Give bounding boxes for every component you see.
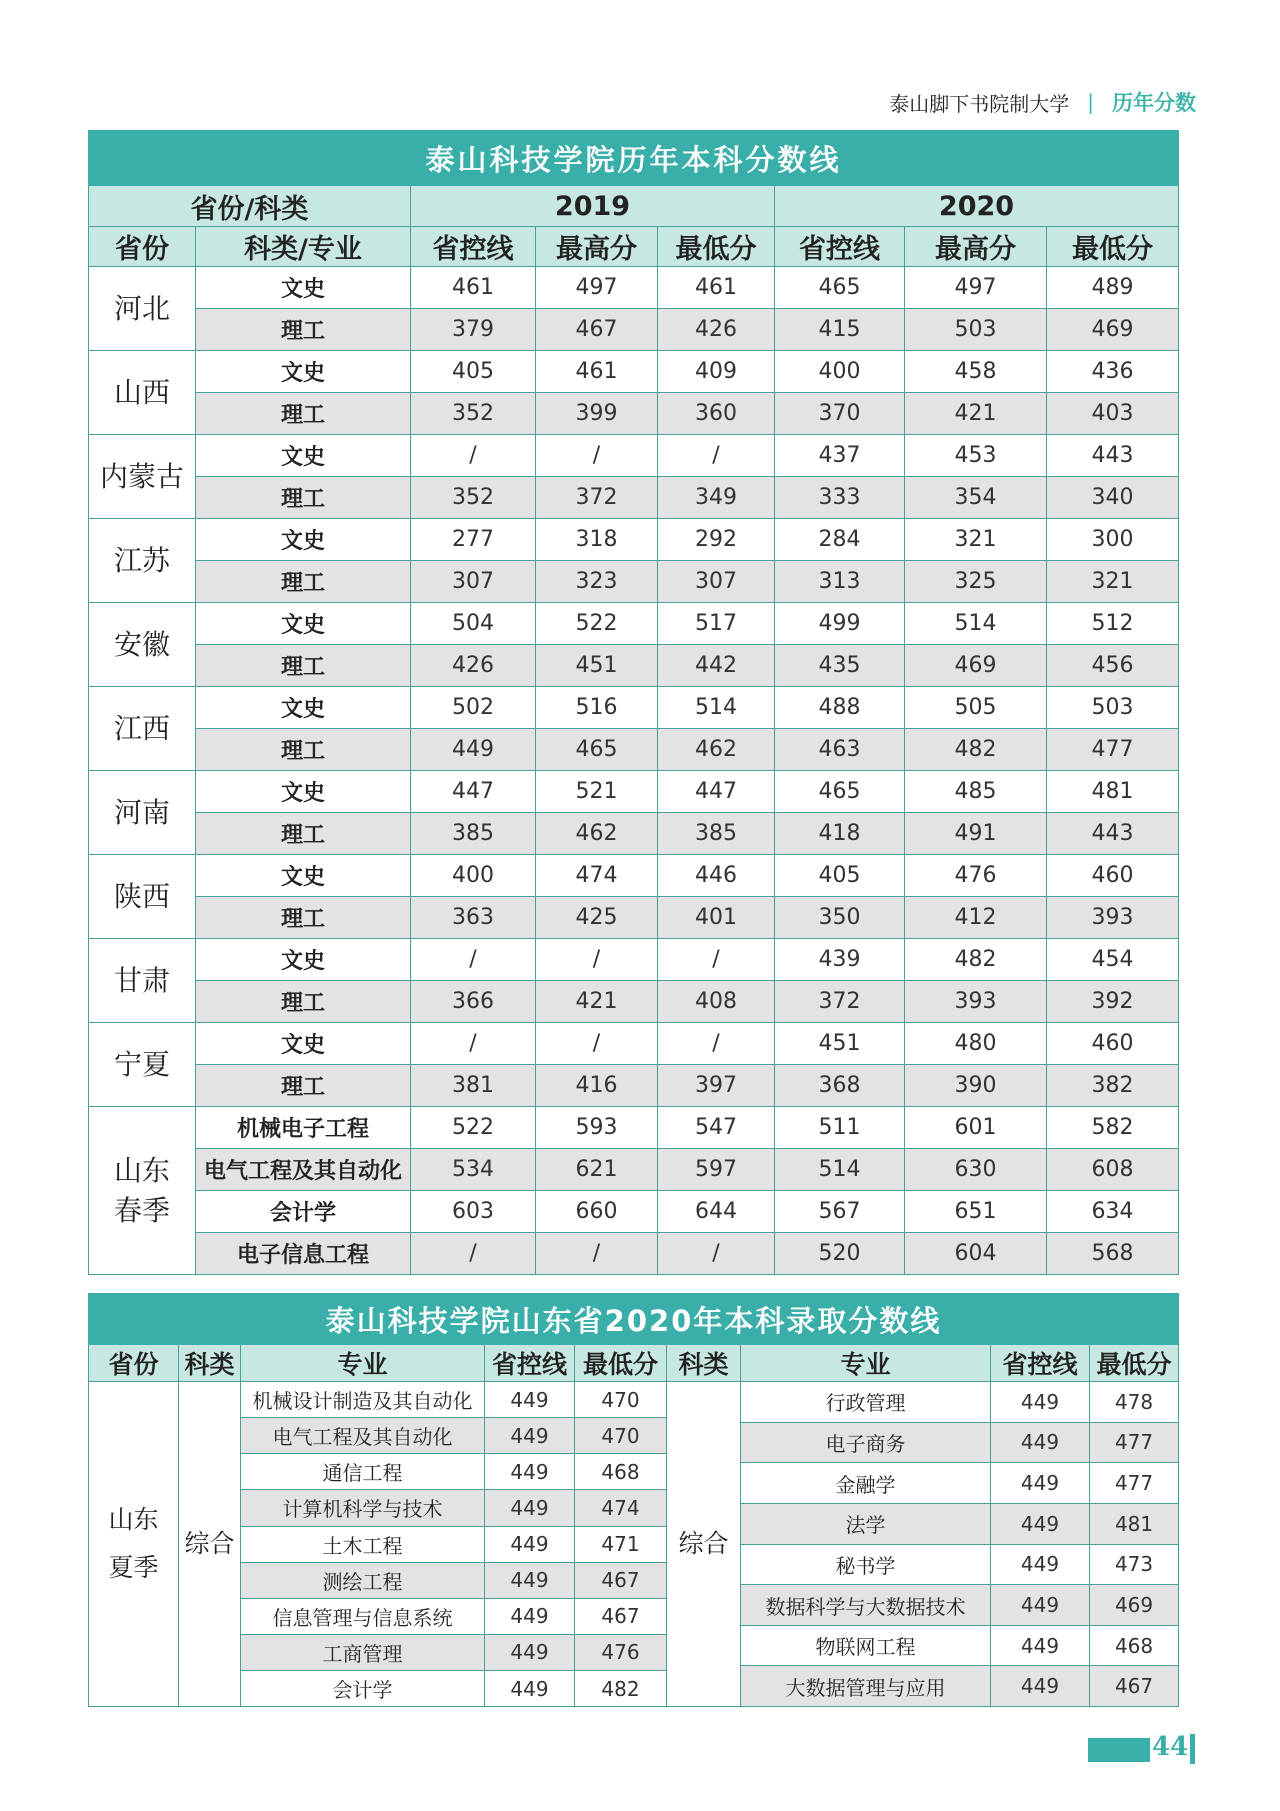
score-cell: 482 — [905, 939, 1047, 981]
score-cell: / — [411, 939, 536, 981]
score-cell: 499 — [775, 603, 905, 645]
score-cell: 405 — [411, 351, 536, 393]
category-cell: 文史 — [196, 771, 411, 813]
table-row — [89, 435, 1179, 477]
control-line-cell: 449 — [485, 1562, 575, 1598]
major-cell: 金融学 — [741, 1463, 991, 1504]
category-cell: 文史 — [196, 519, 411, 561]
province-cell: 山东 夏季 — [89, 1382, 179, 1707]
score-cell: 621 — [536, 1149, 658, 1191]
score-cell: 461 — [411, 267, 536, 309]
score-cell: 340 — [1047, 477, 1179, 519]
score-cell: 321 — [905, 519, 1047, 561]
score-cell: 568 — [1047, 1233, 1179, 1275]
score-cell: 497 — [536, 267, 658, 309]
table-row — [89, 519, 1179, 561]
score-cell: 451 — [775, 1023, 905, 1065]
score-cell: 408 — [658, 981, 775, 1023]
control-line-cell: 449 — [485, 1526, 575, 1562]
score-cell: 514 — [775, 1149, 905, 1191]
score-cell: 460 — [1047, 855, 1179, 897]
category-cell: 理工 — [196, 393, 411, 435]
col-category: 科类 — [667, 1345, 741, 1382]
score-cell: 292 — [658, 519, 775, 561]
score-cell: 485 — [905, 771, 1047, 813]
score-cell: 379 — [411, 309, 536, 351]
score-cell: 403 — [1047, 393, 1179, 435]
score-cell: 462 — [658, 729, 775, 771]
score-cell: 505 — [905, 687, 1047, 729]
score-cell: 350 — [775, 897, 905, 939]
major-cell: 数据科学与大数据技术 — [741, 1585, 991, 1626]
province-cell: 陕西 — [89, 855, 196, 939]
score-cell: 352 — [411, 393, 536, 435]
category-cell: 理工 — [196, 477, 411, 519]
score-cell: / — [411, 435, 536, 477]
footer-bar — [1088, 1738, 1150, 1762]
major-cell: 机械设计制造及其自动化 — [241, 1382, 485, 1418]
col-min: 最低分 — [658, 227, 775, 267]
control-line-cell: 449 — [485, 1598, 575, 1634]
score-cell: 325 — [905, 561, 1047, 603]
score-cell: / — [658, 1233, 775, 1275]
category-cell: 综合 — [667, 1382, 741, 1707]
col-min: 最低分 — [1047, 227, 1179, 267]
group-header: 省份/科类 — [89, 186, 411, 227]
category-cell: 会计学 — [196, 1191, 411, 1233]
page-header — [889, 86, 1196, 118]
score-cell: 460 — [1047, 1023, 1179, 1065]
score-cell: 601 — [905, 1107, 1047, 1149]
score-cell: 644 — [658, 1191, 775, 1233]
score-cell: 491 — [905, 813, 1047, 855]
score-cell: 449 — [411, 729, 536, 771]
col-max: 最高分 — [536, 227, 658, 267]
category-cell: 机械电子工程 — [196, 1107, 411, 1149]
score-cell: 482 — [905, 729, 1047, 771]
table-row — [89, 1382, 1179, 1387]
score-cell: 503 — [1047, 687, 1179, 729]
category-cell: 文史 — [196, 435, 411, 477]
score-cell: 370 — [775, 393, 905, 435]
score-cell: 480 — [905, 1023, 1047, 1065]
score-cell: 443 — [1047, 435, 1179, 477]
score-cell: 593 — [536, 1107, 658, 1149]
score-cell: 372 — [536, 477, 658, 519]
score-cell: 534 — [411, 1149, 536, 1191]
table-row — [89, 1191, 1179, 1233]
score-cell: 516 — [536, 687, 658, 729]
score-cell: 372 — [775, 981, 905, 1023]
year-header-2019: 2019 — [411, 186, 775, 227]
table-row — [89, 351, 1179, 393]
score-cell: 360 — [658, 393, 775, 435]
score-cell: 462 — [536, 813, 658, 855]
min-score-cell: 476 — [575, 1634, 667, 1670]
score-cell: 597 — [658, 1149, 775, 1191]
col-control-line: 省控线 — [485, 1345, 575, 1382]
score-cell: 399 — [536, 393, 658, 435]
major-cell: 测绘工程 — [241, 1562, 485, 1598]
score-cell: 461 — [658, 267, 775, 309]
score-cell: 409 — [658, 351, 775, 393]
table1-title: 泰山科技学院历年本科分数线 — [89, 131, 1179, 186]
score-cell: 421 — [905, 393, 1047, 435]
page-number: 44 — [1152, 1732, 1189, 1762]
min-score-cell: 474 — [575, 1490, 667, 1526]
score-cell: 511 — [775, 1107, 905, 1149]
score-cell: / — [536, 1023, 658, 1065]
score-cell: 442 — [658, 645, 775, 687]
col-max: 最高分 — [905, 227, 1047, 267]
category-cell: 综合 — [179, 1382, 241, 1707]
province-cell: 山西 — [89, 351, 196, 435]
score-cell: 382 — [1047, 1065, 1179, 1107]
score-cell: 425 — [536, 897, 658, 939]
province-cell: 甘肃 — [89, 939, 196, 1023]
year-header-2020: 2020 — [775, 186, 1179, 227]
category-cell: 理工 — [196, 1065, 411, 1107]
col-province: 省份 — [89, 1345, 179, 1382]
score-cell: 418 — [775, 813, 905, 855]
category-cell: 理工 — [196, 645, 411, 687]
min-score-cell: 477 — [1090, 1463, 1179, 1504]
score-cell: 390 — [905, 1065, 1047, 1107]
major-cell: 物联网工程 — [741, 1625, 991, 1666]
major-cell: 通信工程 — [241, 1454, 485, 1490]
score-cell: 651 — [905, 1191, 1047, 1233]
control-line-cell: 449 — [991, 1422, 1090, 1463]
min-score-cell: 478 — [1090, 1382, 1179, 1423]
major-cell: 电气工程及其自动化 — [241, 1418, 485, 1454]
category-cell: 文史 — [196, 939, 411, 981]
score-cell: 318 — [536, 519, 658, 561]
min-score-cell: 473 — [1090, 1544, 1179, 1585]
score-cell: 421 — [536, 981, 658, 1023]
table-row — [89, 561, 1179, 603]
score-cell: / — [536, 939, 658, 981]
score-cell: 469 — [905, 645, 1047, 687]
table-row — [89, 1023, 1179, 1065]
score-cell: 474 — [536, 855, 658, 897]
score-cell: 439 — [775, 939, 905, 981]
category-cell: 文史 — [196, 603, 411, 645]
table-row — [89, 939, 1179, 981]
control-line-cell: 449 — [991, 1666, 1090, 1707]
col-control-line: 省控线 — [991, 1345, 1090, 1382]
score-cell: 385 — [411, 813, 536, 855]
footer-line — [1190, 1734, 1195, 1764]
control-line-cell: 449 — [485, 1418, 575, 1454]
score-cell: 321 — [1047, 561, 1179, 603]
score-cell: 323 — [536, 561, 658, 603]
score-cell: 456 — [1047, 645, 1179, 687]
score-cell: 514 — [658, 687, 775, 729]
score-cell: 465 — [775, 267, 905, 309]
score-cell: 400 — [411, 855, 536, 897]
score-cell: 512 — [1047, 603, 1179, 645]
category-cell: 文史 — [196, 267, 411, 309]
score-cell: 354 — [905, 477, 1047, 519]
score-cell: 363 — [411, 897, 536, 939]
score-cell: 603 — [411, 1191, 536, 1233]
score-cell: 446 — [658, 855, 775, 897]
table-row — [89, 309, 1179, 351]
col-control-line: 省控线 — [775, 227, 905, 267]
control-line-cell: 449 — [991, 1585, 1090, 1626]
control-line-cell: 449 — [485, 1490, 575, 1526]
major-cell: 大数据管理与应用 — [741, 1666, 991, 1707]
col-major: 专业 — [741, 1345, 991, 1382]
shandong-2020-scores-table — [88, 1293, 1179, 1707]
score-cell: 503 — [905, 309, 1047, 351]
score-cell: 660 — [536, 1191, 658, 1233]
control-line-cell: 449 — [485, 1671, 575, 1707]
score-cell: 416 — [536, 1065, 658, 1107]
min-score-cell: 468 — [1090, 1625, 1179, 1666]
table-row — [89, 1065, 1179, 1107]
category-cell: 电气工程及其自动化 — [196, 1149, 411, 1191]
score-cell: 458 — [905, 351, 1047, 393]
min-score-cell: 467 — [575, 1598, 667, 1634]
score-cell: 447 — [658, 771, 775, 813]
major-cell: 计算机科学与技术 — [241, 1490, 485, 1526]
control-line-cell: 449 — [991, 1625, 1090, 1666]
table-row — [89, 981, 1179, 1023]
score-cell: 465 — [775, 771, 905, 813]
score-cell: / — [536, 1233, 658, 1275]
province-cell: 山东 春季 — [89, 1107, 196, 1275]
table-row — [89, 1233, 1179, 1275]
score-cell: 333 — [775, 477, 905, 519]
score-cell: 368 — [775, 1065, 905, 1107]
score-cell: 284 — [775, 519, 905, 561]
control-line-cell: 449 — [991, 1382, 1090, 1423]
score-cell: / — [411, 1023, 536, 1065]
major-cell: 会计学 — [241, 1671, 485, 1707]
score-cell: 437 — [775, 435, 905, 477]
control-line-cell: 449 — [485, 1382, 575, 1418]
category-cell: 理工 — [196, 813, 411, 855]
col-category: 科类/专业 — [196, 227, 411, 267]
min-score-cell: 467 — [575, 1562, 667, 1598]
score-cell: 392 — [1047, 981, 1179, 1023]
table-row — [89, 813, 1179, 855]
table-row — [89, 771, 1179, 813]
score-cell: 435 — [775, 645, 905, 687]
table2-title: 泰山科技学院山东省2020年本科录取分数线 — [89, 1294, 1179, 1345]
score-cell: 352 — [411, 477, 536, 519]
score-cell: 366 — [411, 981, 536, 1023]
category-cell: 理工 — [196, 981, 411, 1023]
table-row — [89, 897, 1179, 939]
major-cell: 土木工程 — [241, 1526, 485, 1562]
score-cell: / — [536, 435, 658, 477]
score-cell: 313 — [775, 561, 905, 603]
table-row — [89, 1107, 1179, 1149]
score-cell: 454 — [1047, 939, 1179, 981]
score-cell: 300 — [1047, 519, 1179, 561]
score-cell: 393 — [905, 981, 1047, 1023]
score-cell: 517 — [658, 603, 775, 645]
table-row — [89, 603, 1179, 645]
table-row — [89, 477, 1179, 519]
score-cell: 307 — [658, 561, 775, 603]
min-score-cell: 482 — [575, 1671, 667, 1707]
score-cell: 405 — [775, 855, 905, 897]
province-cell: 内蒙古 — [89, 435, 196, 519]
min-score-cell: 467 — [1090, 1666, 1179, 1707]
score-cell: 400 — [775, 351, 905, 393]
col-major: 专业 — [241, 1345, 485, 1382]
score-cell: 504 — [411, 603, 536, 645]
province-cell: 江苏 — [89, 519, 196, 603]
score-cell: / — [411, 1233, 536, 1275]
score-cell: / — [658, 435, 775, 477]
control-line-cell: 449 — [991, 1503, 1090, 1544]
score-cell: 426 — [658, 309, 775, 351]
score-cell: 385 — [658, 813, 775, 855]
score-cell: 582 — [1047, 1107, 1179, 1149]
major-cell: 电子商务 — [741, 1422, 991, 1463]
min-score-cell: 477 — [1090, 1422, 1179, 1463]
table-row — [89, 729, 1179, 771]
score-cell: 412 — [905, 897, 1047, 939]
score-cell: 497 — [905, 267, 1047, 309]
score-cell: 401 — [658, 897, 775, 939]
score-cell: / — [658, 939, 775, 981]
score-cell: 520 — [775, 1233, 905, 1275]
category-cell: 文史 — [196, 1023, 411, 1065]
score-cell: 436 — [1047, 351, 1179, 393]
score-cell: 604 — [905, 1233, 1047, 1275]
province-cell: 安徽 — [89, 603, 196, 687]
category-cell: 文史 — [196, 351, 411, 393]
score-cell: 547 — [658, 1107, 775, 1149]
table-row — [89, 645, 1179, 687]
major-cell: 工商管理 — [241, 1634, 485, 1670]
score-cell: 489 — [1047, 267, 1179, 309]
score-cell: 393 — [1047, 897, 1179, 939]
min-score-cell: 471 — [575, 1526, 667, 1562]
col-category: 科类 — [179, 1345, 241, 1382]
province-cell: 河北 — [89, 267, 196, 351]
score-cell: 521 — [536, 771, 658, 813]
major-cell: 行政管理 — [741, 1382, 991, 1423]
score-cell: 465 — [536, 729, 658, 771]
score-cell: 476 — [905, 855, 1047, 897]
col-province: 省份 — [89, 227, 196, 267]
table-row — [89, 687, 1179, 729]
score-cell: 426 — [411, 645, 536, 687]
min-score-cell: 481 — [1090, 1503, 1179, 1544]
province-cell: 宁夏 — [89, 1023, 196, 1107]
table-row — [89, 267, 1179, 309]
score-cell: 453 — [905, 435, 1047, 477]
category-cell: 文史 — [196, 687, 411, 729]
score-cell: 463 — [775, 729, 905, 771]
province-cell: 江西 — [89, 687, 196, 771]
header-separator: | — [1087, 90, 1094, 114]
score-cell: 477 — [1047, 729, 1179, 771]
school-name: 泰山脚下书院制大学 — [889, 91, 1070, 116]
table-row — [89, 1149, 1179, 1191]
section-name: 历年分数 — [1112, 91, 1196, 115]
min-score-cell: 468 — [575, 1454, 667, 1490]
category-cell: 电子信息工程 — [196, 1233, 411, 1275]
score-cell: 447 — [411, 771, 536, 813]
col-control-line: 省控线 — [411, 227, 536, 267]
score-cell: 608 — [1047, 1149, 1179, 1191]
score-cell: 502 — [411, 687, 536, 729]
control-line-cell: 449 — [991, 1463, 1090, 1504]
score-cell: 307 — [411, 561, 536, 603]
score-cell: 469 — [1047, 309, 1179, 351]
col-min: 最低分 — [575, 1345, 667, 1382]
col-min: 最低分 — [1090, 1345, 1179, 1382]
control-line-cell: 449 — [485, 1454, 575, 1490]
score-cell: 522 — [536, 603, 658, 645]
score-cell: 514 — [905, 603, 1047, 645]
score-cell: 451 — [536, 645, 658, 687]
score-cell: 277 — [411, 519, 536, 561]
score-cell: / — [658, 1023, 775, 1065]
score-cell: 381 — [411, 1065, 536, 1107]
score-cell: 397 — [658, 1065, 775, 1107]
score-cell: 481 — [1047, 771, 1179, 813]
score-cell: 634 — [1047, 1191, 1179, 1233]
category-cell: 理工 — [196, 309, 411, 351]
score-cell: 630 — [905, 1149, 1047, 1191]
category-cell: 理工 — [196, 561, 411, 603]
score-cell: 461 — [536, 351, 658, 393]
province-cell: 河南 — [89, 771, 196, 855]
table-row — [89, 393, 1179, 435]
score-cell: 415 — [775, 309, 905, 351]
historical-scores-table — [88, 130, 1179, 1275]
table-row — [89, 855, 1179, 897]
min-score-cell: 470 — [575, 1382, 667, 1418]
control-line-cell: 449 — [991, 1544, 1090, 1585]
score-cell: 443 — [1047, 813, 1179, 855]
control-line-cell: 449 — [485, 1634, 575, 1670]
category-cell: 文史 — [196, 855, 411, 897]
score-cell: 488 — [775, 687, 905, 729]
score-cell: 349 — [658, 477, 775, 519]
category-cell: 理工 — [196, 897, 411, 939]
score-cell: 522 — [411, 1107, 536, 1149]
score-cell: 567 — [775, 1191, 905, 1233]
major-cell: 法学 — [741, 1503, 991, 1544]
min-score-cell: 469 — [1090, 1585, 1179, 1626]
score-cell: 467 — [536, 309, 658, 351]
major-cell: 信息管理与信息系统 — [241, 1598, 485, 1634]
category-cell: 理工 — [196, 729, 411, 771]
min-score-cell: 470 — [575, 1418, 667, 1454]
major-cell: 秘书学 — [741, 1544, 991, 1585]
